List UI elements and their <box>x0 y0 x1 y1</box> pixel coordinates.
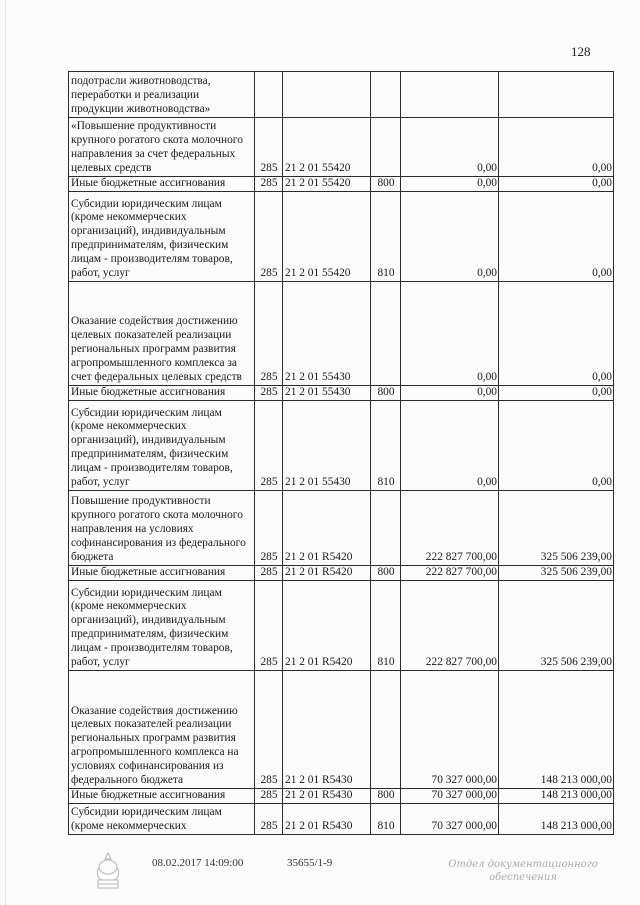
row-expense-type <box>371 118 401 177</box>
row-ministry: 285 <box>255 386 283 401</box>
row-amount-2 <box>499 72 614 118</box>
row-code: 21 2 01 55420 <box>283 118 371 177</box>
row-code: 21 2 01 R5420 <box>283 566 371 581</box>
row-expense-type: 800 <box>371 177 401 192</box>
row-ministry: 285 <box>255 118 283 177</box>
row-amount-1: 70 327 000,00 <box>401 804 499 835</box>
row-amount-2: 0,00 <box>499 192 614 282</box>
row-name: подотрасли животноводства, переработки и реализации продукции животноводства» <box>69 72 255 118</box>
table-row <box>69 789 614 804</box>
row-expense-type: 810 <box>371 192 401 282</box>
row-amount-2: 148 213 000,00 <box>499 804 614 835</box>
row-amount-1: 0,00 <box>401 282 499 386</box>
row-name: Оказание содействия достижению целевых показателей реализации региональных программ развития агропромышленного комплекса за счет федеральных целевых средств <box>69 282 255 386</box>
row-code: 21 2 01 R5420 <box>283 491 371 566</box>
row-ministry: 285 <box>255 491 283 566</box>
row-name: Иные бюджетные ассигнования <box>69 789 255 804</box>
row-amount-1: 0,00 <box>401 401 499 491</box>
table-row <box>69 401 614 491</box>
row-amount-1: 0,00 <box>401 118 499 177</box>
binding-margin <box>5 0 7 905</box>
row-amount-1: 0,00 <box>401 177 499 192</box>
row-expense-type <box>371 282 401 386</box>
row-amount-1 <box>401 72 499 118</box>
footer-timestamp: 08.02.2017 14:09:00 <box>152 857 244 869</box>
row-code: 21 2 01 R5420 <box>283 581 371 671</box>
row-code: 21 2 01 55430 <box>283 401 371 491</box>
table-row <box>69 72 614 118</box>
row-code: 21 2 01 55430 <box>283 282 371 386</box>
table-row <box>69 491 614 566</box>
row-amount-1: 0,00 <box>401 192 499 282</box>
row-amount-2: 0,00 <box>499 386 614 401</box>
row-ministry: 285 <box>255 581 283 671</box>
row-code: 21 2 01 R5430 <box>283 671 371 789</box>
row-amount-1: 0,00 <box>401 386 499 401</box>
row-ministry: 285 <box>255 177 283 192</box>
row-name: Иные бюджетные ассигнования <box>69 177 255 192</box>
page-number: 128 <box>571 44 591 59</box>
row-expense-type: 810 <box>371 804 401 835</box>
certification-stamp: Отдел документационного обеспечения <box>448 859 598 883</box>
table-row <box>69 581 614 671</box>
table-row <box>69 671 614 789</box>
row-expense-type: 810 <box>371 401 401 491</box>
emblem-stamp-icon <box>90 850 126 897</box>
row-expense-type <box>371 671 401 789</box>
row-amount-2: 325 506 239,00 <box>499 566 614 581</box>
table-row <box>69 118 614 177</box>
row-expense-type: 800 <box>371 386 401 401</box>
row-code: 21 2 01 55420 <box>283 177 371 192</box>
table-row <box>69 282 614 386</box>
row-ministry: 285 <box>255 804 283 835</box>
table-row <box>69 192 614 282</box>
row-expense-type <box>371 491 401 566</box>
row-name: Оказание содействия достижению целевых показателей реализации региональных программ развития агропромышленного комплекса на условиях софинансирования из федерального бюджета <box>69 671 255 789</box>
row-ministry: 285 <box>255 401 283 491</box>
row-amount-2: 148 213 000,00 <box>499 671 614 789</box>
row-amount-1: 70 327 000,00 <box>401 789 499 804</box>
row-ministry <box>255 72 283 118</box>
row-name: Субсидии юридическим лицам (кроме некоммерческих организаций), индивидуальным предпринимателям, физическим лицам - производителям товаров, работ, услуг <box>69 192 255 282</box>
row-amount-2: 148 213 000,00 <box>499 789 614 804</box>
row-amount-2: 325 506 239,00 <box>499 581 614 671</box>
row-name: Иные бюджетные ассигнования <box>69 386 255 401</box>
row-expense-type: 810 <box>371 581 401 671</box>
row-amount-1: 70 327 000,00 <box>401 671 499 789</box>
row-name: Субсидии юридическим лицам (кроме некоммерческих <box>69 804 255 835</box>
row-amount-1: 222 827 700,00 <box>401 491 499 566</box>
row-amount-2: 0,00 <box>499 282 614 386</box>
footer-doc-number: 35655/1-9 <box>287 857 333 869</box>
row-name: Повышение продуктивности крупного рогатого скота молочного направления на условиях софинансирования из федерального бюджета <box>69 491 255 566</box>
row-code: 21 2 01 55430 <box>283 386 371 401</box>
row-amount-1: 222 827 700,00 <box>401 566 499 581</box>
row-amount-2: 0,00 <box>499 118 614 177</box>
row-amount-1: 222 827 700,00 <box>401 581 499 671</box>
table-row <box>69 566 614 581</box>
row-expense-type: 800 <box>371 566 401 581</box>
row-ministry: 285 <box>255 566 283 581</box>
row-ministry: 285 <box>255 671 283 789</box>
row-ministry: 285 <box>255 282 283 386</box>
row-name: Субсидии юридическим лицам (кроме некоммерческих организаций), индивидуальным предпринимателям, физическим лицам - производителям товаров, работ, услуг <box>69 581 255 671</box>
table-row <box>69 177 614 192</box>
row-ministry: 285 <box>255 789 283 804</box>
row-name: Иные бюджетные ассигнования <box>69 566 255 581</box>
row-code <box>283 72 371 118</box>
row-amount-2: 0,00 <box>499 177 614 192</box>
row-expense-type <box>371 72 401 118</box>
table-row <box>69 386 614 401</box>
row-code: 21 2 01 R5430 <box>283 789 371 804</box>
row-name: Субсидии юридическим лицам (кроме некоммерческих организаций), индивидуальным предпринимателям, физическим лицам - производителям товаров, работ, услуг <box>69 401 255 491</box>
row-code: 21 2 01 55420 <box>283 192 371 282</box>
table-row <box>69 804 614 835</box>
row-amount-2: 325 506 239,00 <box>499 491 614 566</box>
row-amount-2: 0,00 <box>499 401 614 491</box>
row-expense-type: 800 <box>371 789 401 804</box>
row-code: 21 2 01 R5430 <box>283 804 371 835</box>
row-ministry: 285 <box>255 192 283 282</box>
row-name: «Повышение продуктивности крупного рогатого скота молочного направления за счет федеральных целевых средств <box>69 118 255 177</box>
budget-table <box>68 71 614 835</box>
